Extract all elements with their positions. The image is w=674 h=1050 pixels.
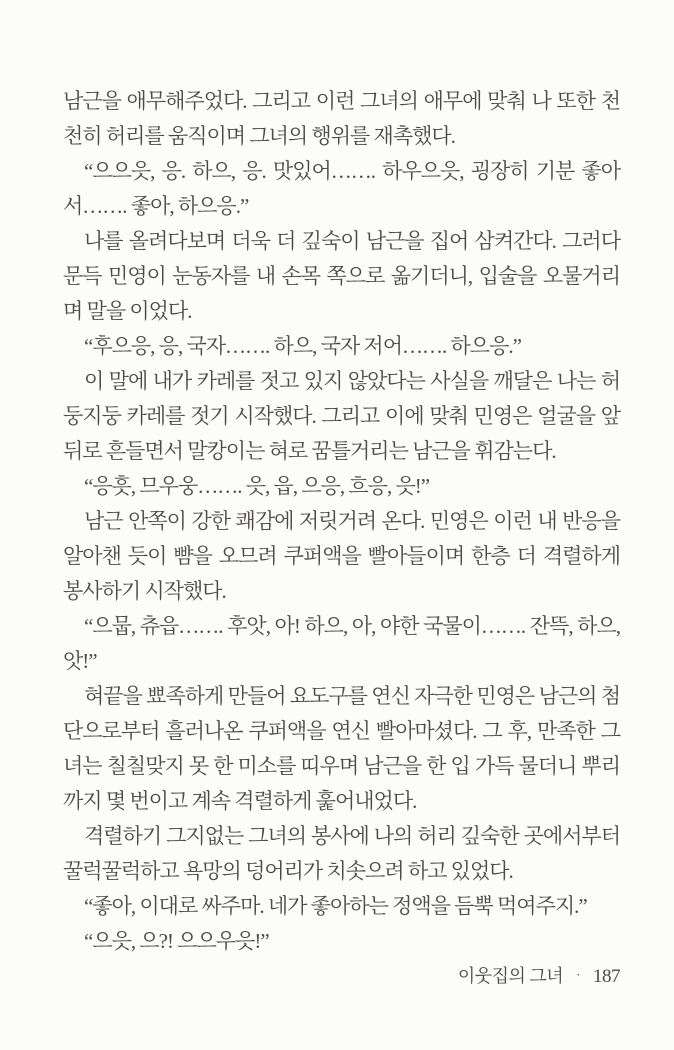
body-text-block <box>63 84 620 959</box>
narrative-paragraph: 혀끝을 뾰족하게 만들어 요도구를 연신 자극한 민영은 남근의 첨단으로부터 흘러나온 쿠퍼액을 연신 빨아마셨다. 그 후, 만족한 그녀는 칠칠맞지 못 한 미소를 띠우며 남근을 한 입 가득 물더니 뿌리까지 몇 번이고 계속 격렬하게 훑어내었다. <box>63 684 620 813</box>
running-title: 이웃집의 그녀 <box>457 966 564 986</box>
dialogue-paragraph: “후으응, 응, 국자……. 하으, 국자 저어……. 하으응.” <box>84 334 521 358</box>
narrative-paragraph: 이 말에 내가 카레를 젓고 있지 않았다는 사실을 깨달은 나는 허둥지둥 카레를 젓기 시작했다. 그리고 이에 맞춰 민영은 얼굴을 앞뒤로 흔들면서 말캉이는 혀로 꿈틀거리는 남근을 휘감는다. <box>63 369 620 463</box>
narrative-paragraph: 남근을 애무해주었다. 그리고 이런 그녀의 애무에 맞춰 나 또한 천천히 허리를 움직이며 그녀의 행위를 재촉했다. <box>63 89 620 148</box>
page-footer <box>458 962 620 988</box>
dialogue-paragraph: “응흣, 므우웅……. 읏, 읍, 으응, 흐응, 읏!” <box>84 474 430 498</box>
narrative-paragraph: 남근 안쪽이 강한 쾌감에 저릿거려 온다. 민영은 이런 내 반응을 알아챈 듯이 뺨을 오므려 쿠퍼액을 빨아들이며 한층 더 격렬하게 봉사하기 시작했다. <box>63 509 620 603</box>
narrative-paragraph: 나를 올려다보며 더욱 더 깊숙이 남근을 집어 삼켜간다. 그러다 문득 민영이 눈동자를 내 손목 쪽으로 옮기더니, 입술을 오물거리며 말을 이었다. <box>63 229 620 323</box>
footer-separator-dot: · <box>576 967 580 982</box>
dialogue-paragraph: “으뭅, 츄읍……. 후앗, 아! 하으, 아, 야한 국물이……. 잔뜩, 하으, 앗!” <box>63 614 620 673</box>
page-number: 187 <box>593 966 620 987</box>
narrative-paragraph: 격렬하기 그지없는 그녀의 봉사에 나의 허리 깊숙한 곳에서부터 꿀럭꿀럭하고 욕망의 덩어리가 치솟으려 하고 있었다. <box>63 824 620 883</box>
dialogue-paragraph: “으읏, 으?! 으으우읏!” <box>84 929 269 953</box>
dialogue-paragraph: “좋아, 이대로 싸주마. 네가 좋아하는 정액을 듬뿍 먹여주지.” <box>84 894 587 918</box>
dialogue-paragraph: “으으읏, 응. 하으, 응. 맛있어……. 하우으읏, 굉장히 기분 좋아서……. 좋아, 하으응.” <box>63 159 620 218</box>
